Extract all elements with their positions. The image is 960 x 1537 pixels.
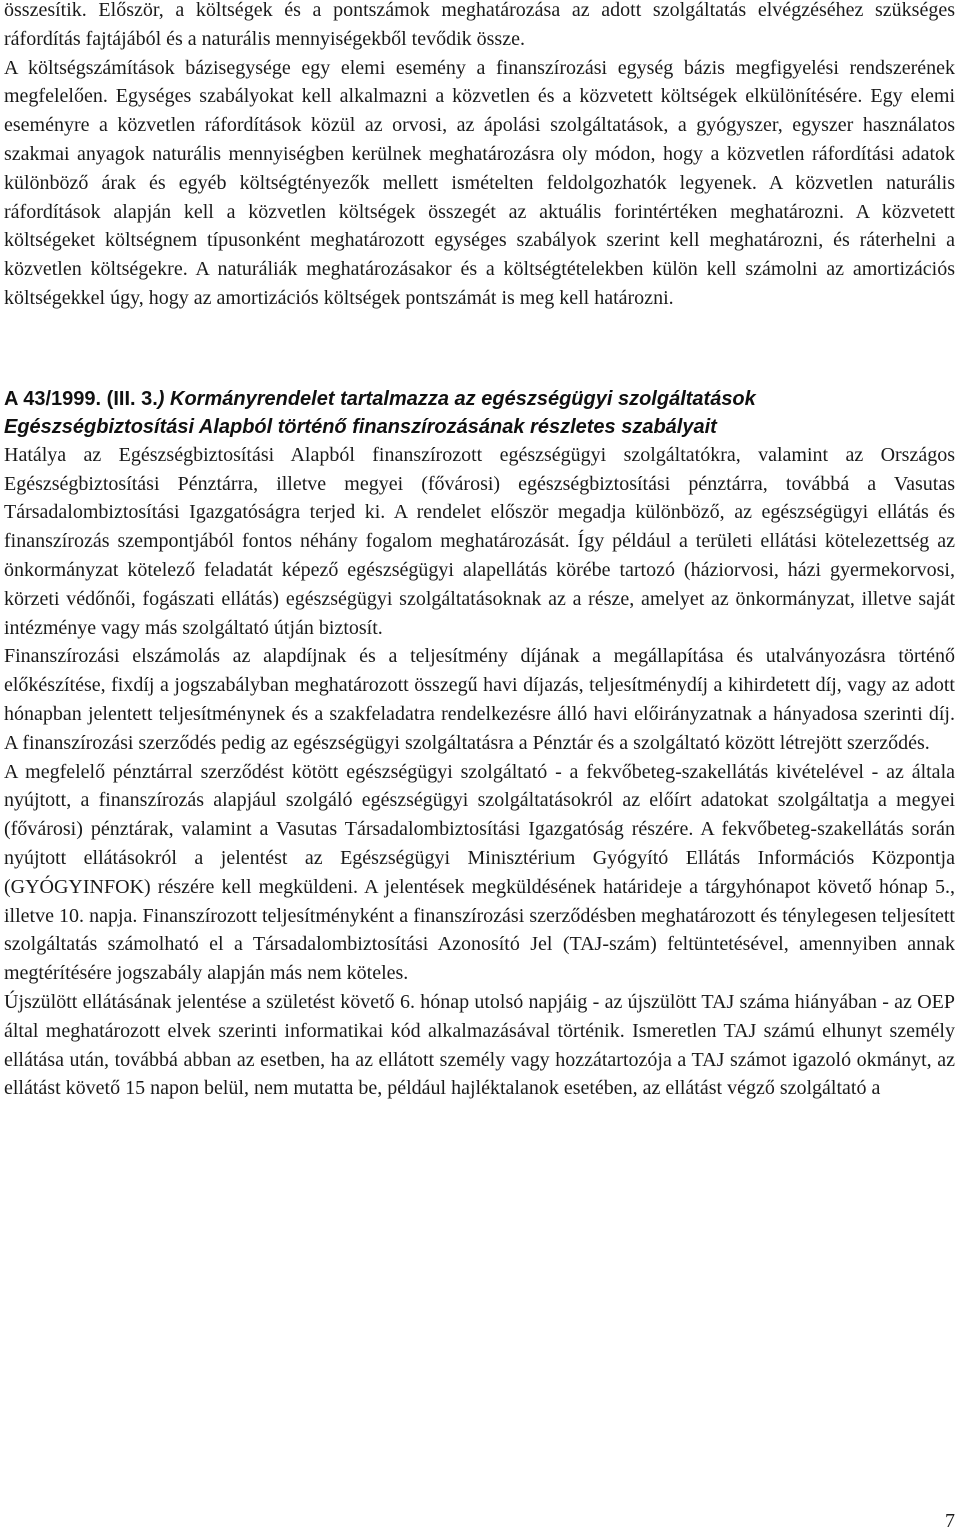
paragraph-scope: Hatálya az Egészségbiztosítási Alapból finanszírozott egészségügyi szolgáltatókra, valamint az Országos Egészségbiztosítási Pénztárra, illetve megyei (fővárosi) egészségbiztosítási pénztárra, továbbá a Vasutas Társadalombiztosítási Igazgatóságra terjed ki. A rendelet először megadja különböző, az egészségügyi ellátás és finanszírozás szempontjából fontos néhány fogalom meghatározását. Így például a területi ellátási kötelezettség az önkormányzat kötelező feladatát képező egészségügyi alapellátás körébe tartozó (háziorvosi, házi gyermekorvosi, körzeti védőnői, fogászati ellátás) egészségügyi szolgáltatásoknak az a része, amelyet az önkormányzat, illetve saját intézménye vagy más szolgáltató útján biztosít. — [4, 443, 955, 639]
paragraph-reporting: A megfelelő pénztárral szerződést kötött egészségügyi szolgáltató - a fekvőbeteg-szakellátás kivételével - az általa nyújtott, a finanszírozás alapjául szolgáló egészségügyi szolgáltatásokról az előírt adatokat szolgáltatja a megyei (fővárosi) pénztárak, valamint a Vasutas Társadalombiztosítási Igazgatóság részére. A fekvőbeteg-szakellátás során nyújtott ellátásokról a jelentést az Egészségügyi Minisztérium Gyógyító Ellátás Információs Központja (GYÓGYINFOK) részére kell megküldeni. A jelentések megküldésének határideje a tárgyhónapot követő hónap 5., illetve 10. napja. Finanszírozott teljesítményként a finanszírozási szerződésben meghatározott és ténylegesen teljesített szolgáltatás számolható el a Társadalombiztosítási Azonosító Jel (TAJ-szám) feltüntetésével, amennyiben annak megtérítésére jogszabály alapján más nem köteles. — [4, 760, 955, 985]
paragraph-newborn: Újszülött ellátásának jelentése a születést követő 6. hónap utolsó napjáig - az újszülött TAJ száma hiányában - az OEP által meghatározott elvek szerinti informatikai kód alkalmazásával történik. Ismeretlen TAJ számú elhunyt személy ellátása után, továbbá abban az esetben, ha az ellátott személy vagy hozzátartozója a TAJ számot igazoló okmányt, az ellátást követő 15 napon belül, nem mutatta be, például hajléktalanok esetében, az ellátást végző szolgáltató a — [4, 990, 955, 1100]
section-heading — [4, 385, 955, 441]
paragraph-cost-calculation: A költségszámítások bázisegysége egy elemi esemény a finanszírozási egység bázis megfigyelési rendszerének megfelelően. Egységes szabályokat kell alkalmazni a közvetlen és a közvetett költségek elkülönítésére. Egy elemi eseményre a közvetlen ráfordítások közül az orvosi, az ápolási szolgáltatások, a gyógyszer, egyszer használatos szakmai anyagok naturális mennyiségben kerülnek meghatározásra oly módon, hogy a közvetlen ráfordítási adatok különböző árak és egyéb költségtényezők mellett ismételten feldolgozhatók legyenek. A közvetlen naturális ráfordítások alapján kell a közvetlen költségek összegét az aktuális forintértéken meghatározni. A közvetett költségeket költségnem típusonként meghatározott egységes szabályok szerint kell meghatározni, és ráterhelni a közvetlen költségekre. A naturáliák meghatározásakor és a költségtételekben külön kell számolni az amortizációs költségekkel úgy, hogy az amortizációs költségek pontszámát is meg kell határozni. — [4, 56, 955, 309]
heading-decree-number: A 43/1999. (III. 3. — [4, 387, 158, 410]
heading-line-1-text: ) Kormányrendelet tartalmazza az egészségügyi szolgáltatások — [157, 387, 756, 410]
document-page — [4, 0, 955, 1103]
paragraph-settlement: Finanszírozási elszámolás az alapdíjnak és a teljesítmény díjának a megállapítása és utalványozásra történő előkészítése, fixdíj a jogszabályban meghatározott összegű havi díjazás, teljesítménydíj a kihirdetett díj, vagy az adott hónapban jelentett teljesítménynek és a szakfeladatra rendelkezésre álló havi előirányzatnak a hányadosa szerinti díj. A finanszírozási szerződés pedig az egészségügyi szolgáltatásra a Pénztár és a szolgáltató között létrejött szerződés. — [4, 645, 955, 754]
heading-line-1 — [4, 385, 955, 413]
page-number: 7 — [945, 1510, 955, 1532]
paragraph-intro: összesítik. Először, a költségek és a pontszámok meghatározása az adott szolgáltatás elvégzéséhez szükséges ráfordítás fajtájából és a naturális mennyiségekből tevődik össze. — [4, 0, 955, 50]
heading-line-2: Egészségbiztosítási Alapból történő finanszírozásának részletes szabályait — [4, 415, 717, 438]
